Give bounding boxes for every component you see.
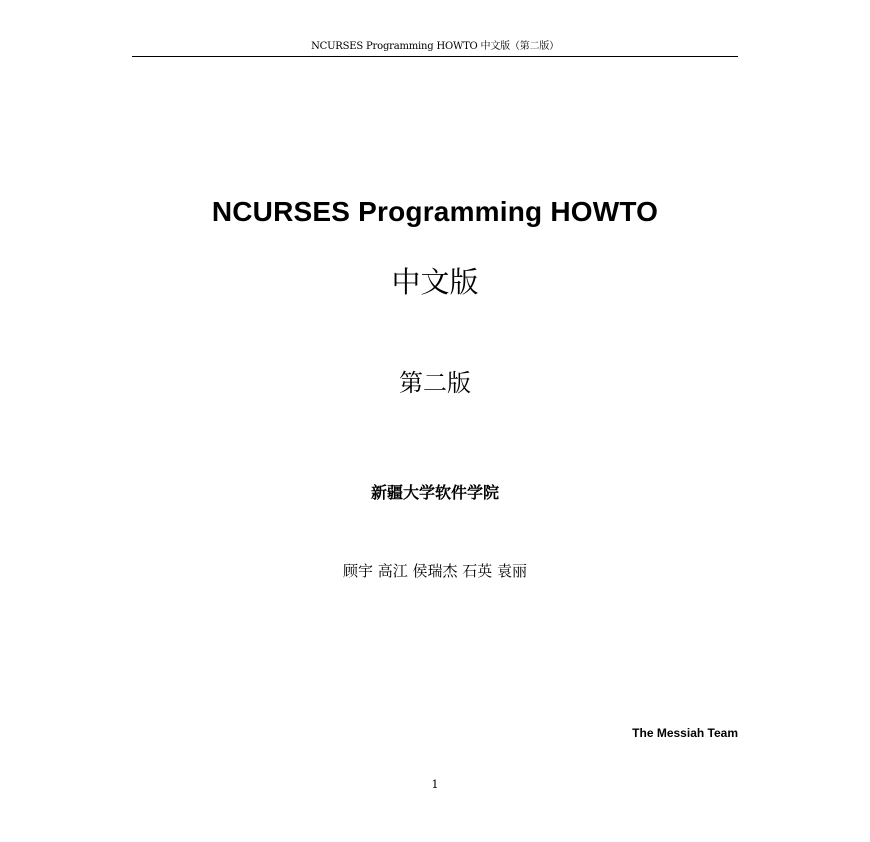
edition-label: 第二版 (399, 369, 471, 397)
running-header: NCURSES Programming HOWTO 中文版（第二版） (132, 40, 738, 57)
page-number: 1 (431, 778, 439, 791)
team-name: The Messiah Team (632, 726, 738, 740)
document-title-chinese: 中文版 (391, 265, 479, 299)
author-list: 顾宇 高江 侯瑞杰 石英 袁丽 (342, 562, 528, 580)
document-title-english: NCURSES Programming HOWTO (211, 196, 659, 227)
institution-name: 新疆大学软件学院 (370, 483, 499, 502)
